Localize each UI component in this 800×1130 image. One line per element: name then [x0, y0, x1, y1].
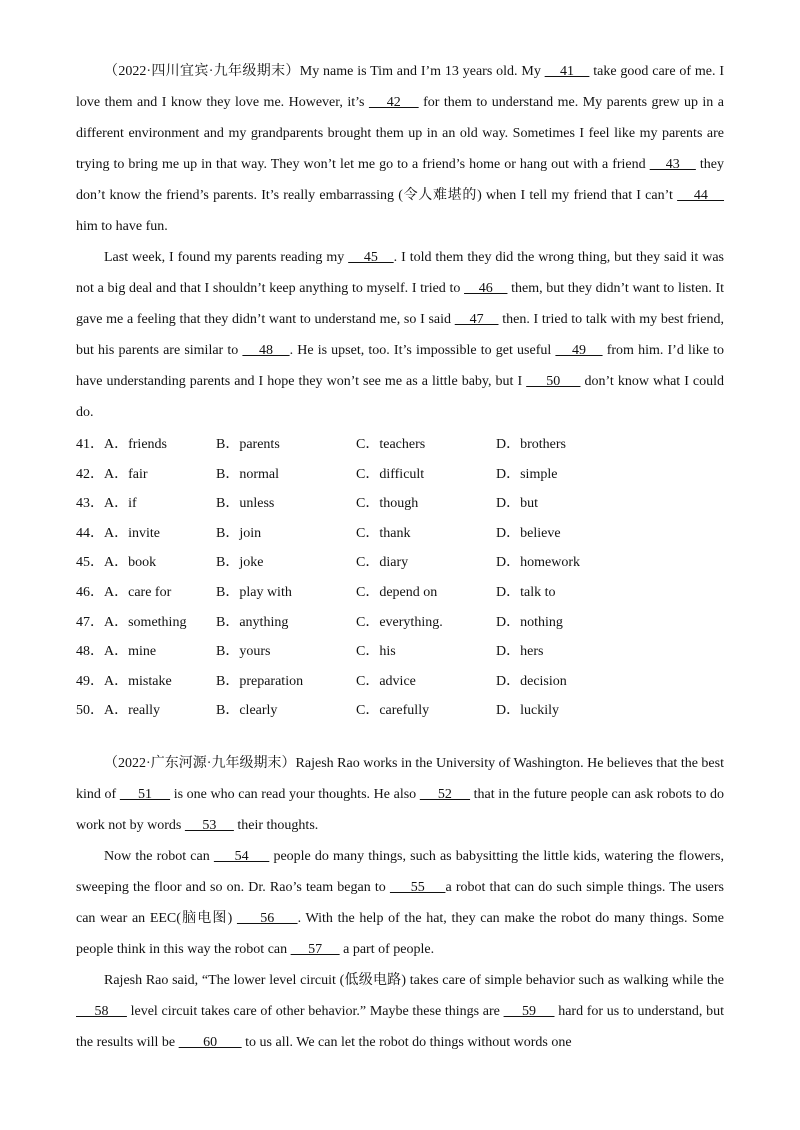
question-row — [76, 460, 724, 490]
paragraph-text: . He is upset, too. It’s impossible to get useful — [289, 343, 556, 358]
paragraph-text: . With the help of the hat, they can make the robot do many things. Some people think in this way the robot can — [76, 910, 725, 957]
paragraph-text: Rajesh Rao said, “The lower level circuit (低级电路) takes care of simple behavior such as walking while the — [104, 972, 724, 988]
section-gap — [76, 726, 724, 748]
document-page — [76, 56, 724, 1058]
option-b: B．unless — [216, 496, 275, 512]
option-a: 50．A．really — [76, 703, 160, 719]
answer-blank: 49 — [555, 343, 603, 358]
paragraph — [76, 56, 724, 242]
option-b: B．anything — [216, 614, 289, 630]
option-d: D．nothing — [496, 614, 563, 630]
option-d: D．brothers — [496, 437, 566, 452]
question-row — [76, 696, 724, 726]
option-b: B．joke — [216, 555, 264, 571]
paragraph-text: （2022·广东河源·九年级期末）Rajesh Rao works in the University of Washington. He believes that the best kind of — [76, 755, 724, 802]
option-d: D．simple — [496, 466, 558, 482]
option-c: C．advice — [356, 673, 416, 689]
paragraph-text: then. I tried to talk with my best friend, but his parents are similar to — [76, 312, 725, 358]
paragraph-text: take good care of me. I love them and I know they love me. However, it’s — [76, 64, 724, 110]
option-c: C．everything. — [356, 614, 443, 630]
paragraph-text: him to have fun. — [76, 219, 168, 234]
option-a: 47．A．something — [76, 614, 187, 630]
option-a: 49．A．mistake — [76, 673, 172, 689]
paragraph — [76, 965, 724, 1058]
answer-blank: 46 — [464, 281, 508, 296]
option-a: 41．A．friends — [76, 437, 167, 452]
answer-blank: 58 — [76, 1003, 127, 1019]
answer-blank: 52 — [419, 786, 471, 802]
option-a: 45．A．book — [76, 555, 157, 571]
option-a: 46．A．care for — [76, 584, 172, 600]
option-a: 42．A．fair — [76, 466, 148, 482]
paragraph — [76, 242, 724, 428]
question-row — [76, 608, 724, 638]
option-b: B．parents — [216, 437, 280, 452]
option-d: D．hers — [496, 644, 544, 660]
answer-blank: 42 — [368, 95, 419, 110]
paragraph-text: their thoughts. — [233, 817, 319, 833]
answer-blank: 50 — [526, 374, 581, 389]
option-c: C．teachers — [356, 437, 426, 452]
option-d: D．homework — [496, 555, 580, 571]
option-d: D．but — [496, 496, 538, 512]
paragraph-text: to us all. We can let the robot do things without words one — [241, 1034, 572, 1050]
answer-blank: 53 — [184, 817, 234, 833]
question-row — [76, 548, 724, 578]
answer-blank: 43 — [649, 157, 696, 172]
option-c: C．depend on — [356, 584, 438, 600]
paragraph-text: from him. I’d like to have understanding parents and I hope they won’t see me as a little baby, but I — [76, 343, 725, 389]
passage-1 — [76, 56, 724, 428]
option-c: C．carefully — [356, 703, 430, 719]
option-b: B．play with — [216, 584, 292, 600]
question-row — [76, 430, 724, 460]
question-row — [76, 667, 724, 697]
question-options-list — [76, 430, 724, 726]
option-c: C．though — [356, 496, 419, 512]
answer-blank: 56 — [236, 910, 298, 926]
paragraph-text: that in the future people can ask robots to do work not by words — [76, 786, 725, 833]
paragraph-text: a robot that can do such simple things. The users can wear an EEC(脑电图) — [76, 879, 725, 926]
option-a: 43．A．if — [76, 496, 137, 512]
paragraph-text: level circuit takes care of other behavior.” Maybe these things are — [126, 1003, 504, 1019]
paragraph-text: don’t know what I could do. — [76, 374, 725, 420]
paragraph-text: is one who can read your thoughts. He also — [170, 786, 420, 802]
option-a: 44．A．invite — [76, 525, 160, 541]
option-d: D．luckily — [496, 703, 559, 719]
paragraph-text: （2022·四川宜宾·九年级期末）My name is Tim and I’m 13 years old. My — [104, 64, 545, 79]
option-d: D．decision — [496, 673, 567, 689]
answer-blank: 48 — [242, 343, 290, 358]
answer-blank: 44 — [677, 188, 725, 203]
option-a: 48．A．mine — [76, 644, 157, 660]
question-row — [76, 519, 724, 549]
question-row — [76, 489, 724, 519]
option-c: C．thank — [356, 525, 411, 541]
paragraph-text: people do many things, such as babysitting the little kids, watering the flowers, sweeping the floor and so on. Dr. Rao’s team began to — [76, 848, 724, 895]
answer-blank: 59 — [503, 1003, 555, 1019]
paragraph — [76, 841, 724, 965]
option-d: D．believe — [496, 525, 561, 541]
answer-blank: 60 — [178, 1034, 242, 1050]
paragraph-text: Now the robot can — [104, 848, 214, 864]
answer-blank: 55 — [389, 879, 446, 895]
paragraph-text: a part of people. — [339, 941, 435, 957]
paragraph-text: they don’t know the friend’s parents. It’s really embarrassing (令人难堪的) when I tell my friend that I can’t — [76, 157, 724, 203]
option-c: C．diary — [356, 555, 409, 571]
answer-blank: 57 — [290, 941, 340, 957]
paragraph-text: them, but they didn’t want to listen. It gave me a feeling that they didn’t want to understand me, so I said — [76, 281, 725, 327]
paragraph-text: . I told them they did the wrong thing, but they said it was not a big deal and that I shouldn’t keep anything to myself. I tried to — [76, 250, 725, 296]
option-b: B．join — [216, 525, 262, 541]
question-row — [76, 578, 724, 608]
paragraph-text: Last week, I found my parents reading my — [104, 250, 349, 265]
option-b: B．clearly — [216, 703, 278, 719]
answer-blank: 41 — [544, 64, 590, 79]
paragraph-text: hard for us to understand, but the results will be — [76, 1003, 725, 1050]
paragraph — [76, 748, 724, 841]
answer-blank: 45 — [348, 250, 394, 265]
answer-blank: 47 — [454, 312, 499, 327]
option-b: B．yours — [216, 644, 271, 660]
option-c: C．his — [356, 644, 396, 660]
answer-blank: 51 — [119, 786, 171, 802]
option-b: B．normal — [216, 466, 279, 482]
option-d: D．talk to — [496, 584, 556, 600]
option-c: C．difficult — [356, 466, 425, 482]
answer-blank: 54 — [213, 848, 270, 864]
question-row — [76, 637, 724, 667]
option-b: B．preparation — [216, 673, 304, 689]
paragraph-text: for them to understand me. My parents grew up in a different environment and my grandparents brought them up in an old way. Sometimes I feel like my parents are trying to bring me up in that way. They won’t let me go to a friend’s home or hang out with a friend — [76, 95, 724, 172]
passage-2 — [76, 748, 724, 1058]
